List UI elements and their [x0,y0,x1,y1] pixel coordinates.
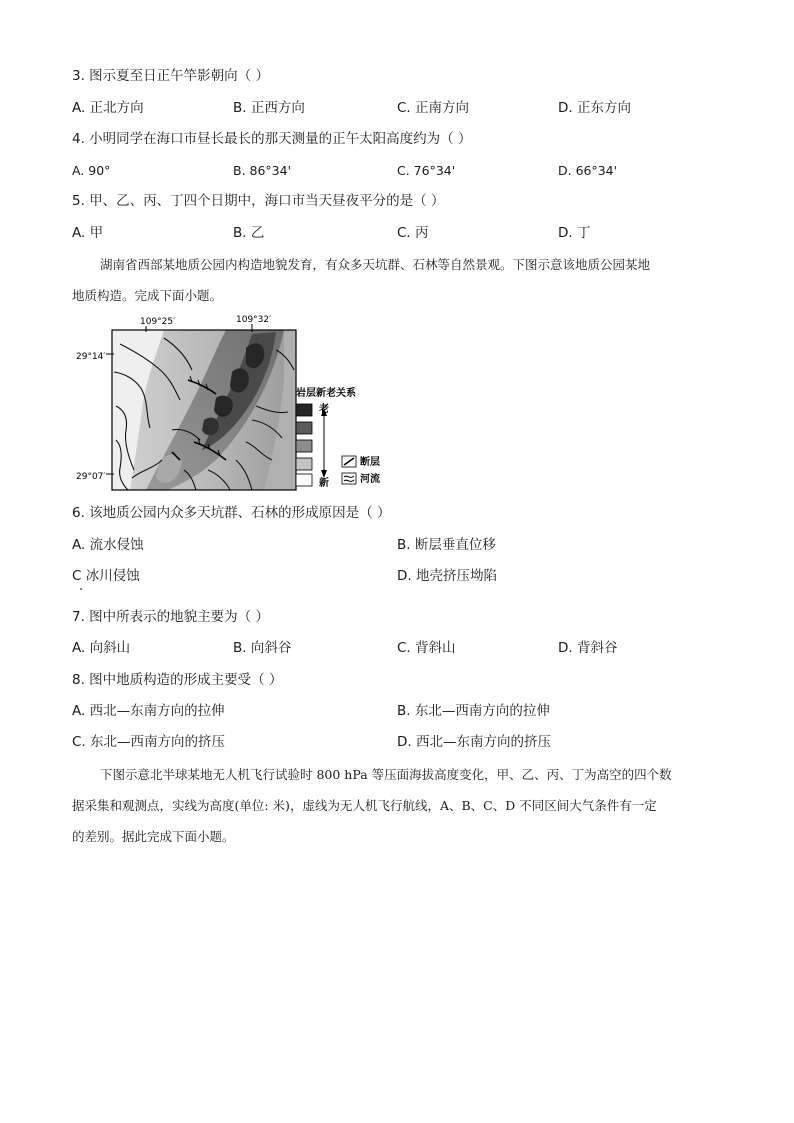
q3-option-a[interactable]: A. 正北方向 [72,100,144,116]
q5-option-a[interactable]: A. 甲 [72,225,104,241]
stray-mark [80,588,82,590]
lon-label-2: 109°32′ [236,315,272,325]
q7-option-d[interactable]: D. 背斜谷 [558,640,618,656]
q3-option-d[interactable]: D. 正东方向 [558,100,631,116]
question-8-stem: 8. 图中地质构造的形成主要受（ ） [72,672,283,688]
q8-option-a[interactable]: A. 西北—东南方向的拉伸 [72,703,225,719]
q5-option-b[interactable]: B. 乙 [233,225,265,241]
q3-option-c[interactable]: C. 正南方向 [397,100,470,116]
question-5-stem: 5. 甲、乙、丙、丁四个日期中，海口市当天昼夜平分的是（ ） [72,193,445,209]
lat-label-2: 29°07′ [76,472,106,482]
legend-swatch-2 [296,422,312,434]
legend-swatch-1 [296,404,312,416]
passage-2-line-2: 据采集和观测点，实线为高度(单位: 米)，虚线为无人机飞行航线，A、B、C、D 不同区间大气条件有一定 [72,798,657,813]
legend-swatch-5 [296,474,312,486]
legend-river-label: 河流 [360,474,380,485]
legend-swatch-3 [296,440,312,452]
q7-option-c[interactable]: C. 背斜山 [397,640,456,656]
legend-swatch-4 [296,458,312,470]
river-symbol [342,473,356,484]
passage-2-line-1: 下图示意北半球某地无人机飞行试验时 800 hPa 等压面海拔高度变化，甲、乙、丙、丁为高空的四个数 [100,767,672,782]
q7-option-a[interactable]: A. 向斜山 [72,640,131,656]
q8-option-b[interactable]: B. 东北—西南方向的拉伸 [397,703,550,719]
q8-option-c[interactable]: C. 东北—西南方向的挤压 [72,734,226,750]
q3-option-b[interactable]: B. 正西方向 [233,100,305,116]
q4-option-b[interactable]: B. 86°34' [233,163,292,178]
legend-new-label: 新 [319,478,329,489]
q5-option-d[interactable]: D. 丁 [558,225,591,241]
question-6-stem: 6. 该地质公园内众多天坑群、石林的形成原因是（ ） [72,505,391,521]
q6-option-b[interactable]: B. 断层垂直位移 [397,537,496,553]
lon-label-1: 109°25′ [140,317,176,327]
q7-option-b[interactable]: B. 向斜谷 [233,640,292,656]
passage-2-line-3: 的差别。据此完成下面小题。 [72,829,235,844]
q6-option-d[interactable]: D. 地壳挤压坳陷 [397,568,497,584]
q4-option-c[interactable]: C. 76°34' [397,163,456,178]
q6-option-c[interactable]: C 冰川侵蚀 [72,568,140,584]
map-area [106,324,296,490]
question-4-stem: 4. 小明同学在海口市昼长最长的那天测量的正午太阳高度约为（ ） [72,131,472,147]
q6-option-a[interactable]: A. 流水侵蚀 [72,537,144,553]
passage-1-line-2: 地质构造。完成下面小题。 [72,288,223,303]
legend-old-label: 老 [319,404,329,415]
legend-fault-label: 断层 [360,457,380,468]
legend-title: 岩层新老关系 [296,388,356,399]
geological-structure-map [76,310,392,496]
question-7-stem: 7. 图中所表示的地貌主要为（ ） [72,609,269,625]
passage-1-line-1: 湖南省西部某地质公园内构造地貌发育，有众多天坑群、石林等自然景观。下图示意该地质公园某地 [100,257,651,272]
q8-option-d[interactable]: D. 西北—东南方向的挤压 [397,734,551,750]
q4-option-a[interactable]: A. 90° [72,163,111,178]
q4-option-d[interactable]: D. 66°34' [558,163,618,178]
lat-label-1: 29°14′ [76,352,106,362]
q5-option-c[interactable]: C. 丙 [397,225,429,241]
legend [296,386,380,489]
question-3-stem: 3. 图示夏至日正午竿影朝向（ ） [72,68,269,84]
